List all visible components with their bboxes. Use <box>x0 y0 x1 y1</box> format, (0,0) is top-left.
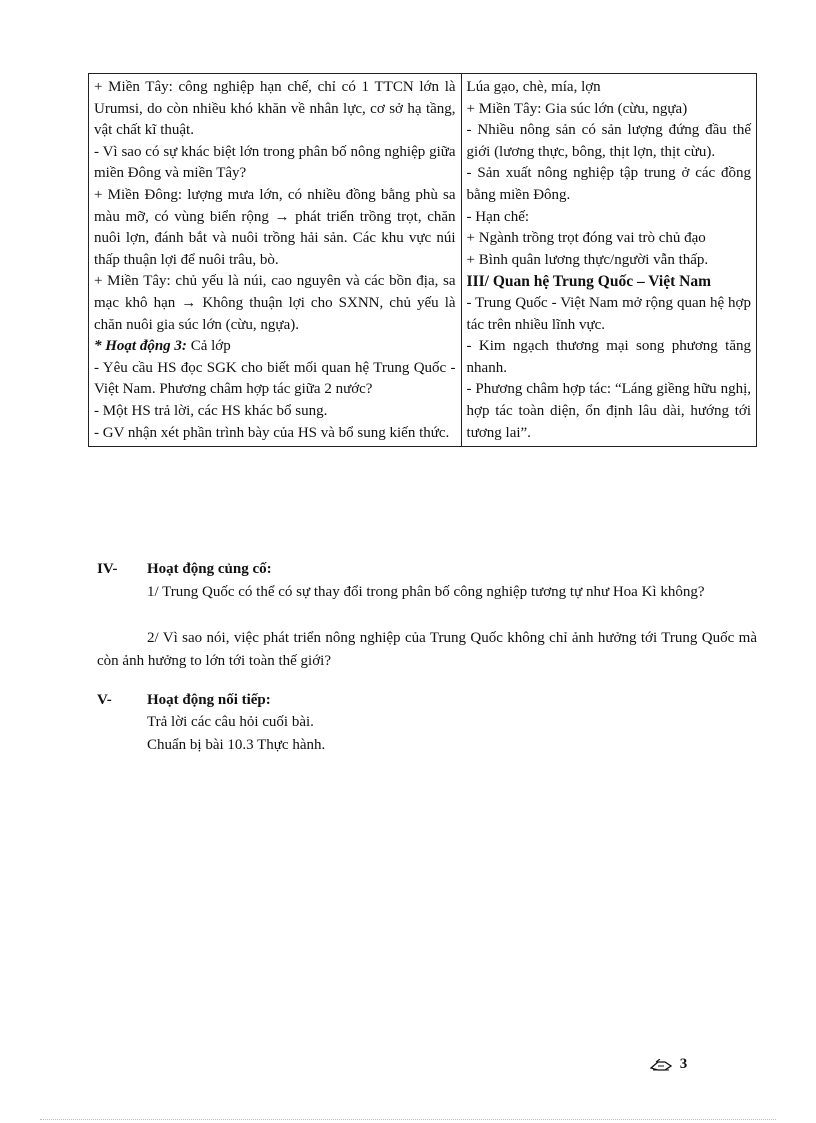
homework-line: Trả lời các câu hỏi cuối bài. <box>147 714 314 730</box>
lesson-table <box>88 73 757 447</box>
section-number: V- <box>97 692 112 708</box>
right-paragraph: - Phương châm hợp tác: “Láng giềng hữu nghị, hợp tác toàn diện, ổn định lâu dài, hướng tới tương lai”. <box>466 381 751 441</box>
review-question: 1/ Trung Quốc có thể có sự thay đổi trong phân bố công nghiệp tương tự như Hoa Kì không? <box>147 584 705 600</box>
section-title: Hoạt động nối tiếp: <box>147 692 271 708</box>
right-paragraph: - Hạn chế: <box>466 208 530 225</box>
review-question: 2/ Vì sao nói, việc phát triển nông nghiệp của Trung Quốc không chỉ ảnh hưởng tới Trung Quốc mà còn ảnh hưởng to lớn tới toàn thế giới? <box>97 630 757 669</box>
left-paragraph: - GV nhận xét phần trình bày của HS và bổ sung kiến thức. <box>94 424 450 441</box>
activity-label: * Hoạt động 3: <box>94 338 187 355</box>
section-number: IV- <box>97 561 118 577</box>
table-row <box>89 74 757 447</box>
left-paragraph: + Miền Đông: lượng mưa lớn, có nhiều đồng bằng phù sa màu mỡ, có vùng biển rộng → phát triển trồng trọt, chăn nuôi lợn, đánh bắt và nuôi trồng hải sản. Các khu vực núi thấp thuận lợi để nuôi trâu, bò. <box>94 186 456 268</box>
right-paragraph: - Kim ngạch thương mại song phương tăng nhanh. <box>466 338 751 376</box>
activities-column <box>89 74 462 447</box>
right-paragraph: + Bình quân lương thực/người vẫn thấp. <box>466 251 709 268</box>
left-paragraph: + Miền Tây: công nghiệp hạn chế, chỉ có 1 TTCN lớn là Urumsi, do còn nhiều khó khăn về nhân lực, cơ sở hạ tầng, vật chất kĩ thuật. <box>94 79 456 139</box>
left-paragraph: - Vì sao có sự khác biệt lớn trong phân bố nông nghiệp giữa miền Đông và miền Tây? <box>94 143 456 182</box>
activity-heading <box>94 336 456 358</box>
right-paragraph: - Sản xuất nông nghiệp tập trung ở các đồng bằng miền Đông. <box>466 165 751 203</box>
writing-hand-icon <box>650 1059 672 1071</box>
section-title: Hoạt động củng cố: <box>147 561 272 577</box>
content-column <box>461 74 756 447</box>
activity-mode: Cả lớp <box>186 338 231 355</box>
left-paragraph: - Yêu cầu HS đọc SGK cho biết mối quan hệ Trung Quốc - Việt Nam. Phương châm hợp tác giữa 2 nước? <box>94 359 456 398</box>
right-paragraph: Lúa gạo, chè, mía, lợn <box>466 79 601 95</box>
right-paragraph: - Trung Quốc - Việt Nam mở rộng quan hệ hợp tác trên nhiều lĩnh vực. <box>466 294 751 333</box>
bottom-divider <box>40 1119 776 1120</box>
section-heading: III/ Quan hệ Trung Quốc – Việt Nam <box>466 273 711 291</box>
left-paragraph: - Một HS trả lời, các HS khác bổ sung. <box>94 402 328 419</box>
right-paragraph: + Ngành trồng trọt đóng vai trò chủ đạo <box>466 230 706 247</box>
page-number: 3 <box>679 1056 688 1072</box>
right-paragraph: - Nhiều nông sản có sản lượng đứng đầu thế giới (lương thực, bông, thịt lợn, thịt cừu). <box>466 122 751 160</box>
page-footer <box>650 1056 687 1073</box>
left-paragraph: + Miền Tây: chủ yếu là núi, cao nguyên và các bồn địa, sa mạc khô hạn → Không thuận lợi cho SXNN, chủ yếu là chăn nuôi gia súc lớn (cừu, ngựa). <box>94 273 456 333</box>
homework-line: Chuẩn bị bài 10.3 Thực hành. <box>147 737 326 753</box>
right-paragraph: + Miền Tây: Gia súc lớn (cừu, ngựa) <box>466 100 688 117</box>
